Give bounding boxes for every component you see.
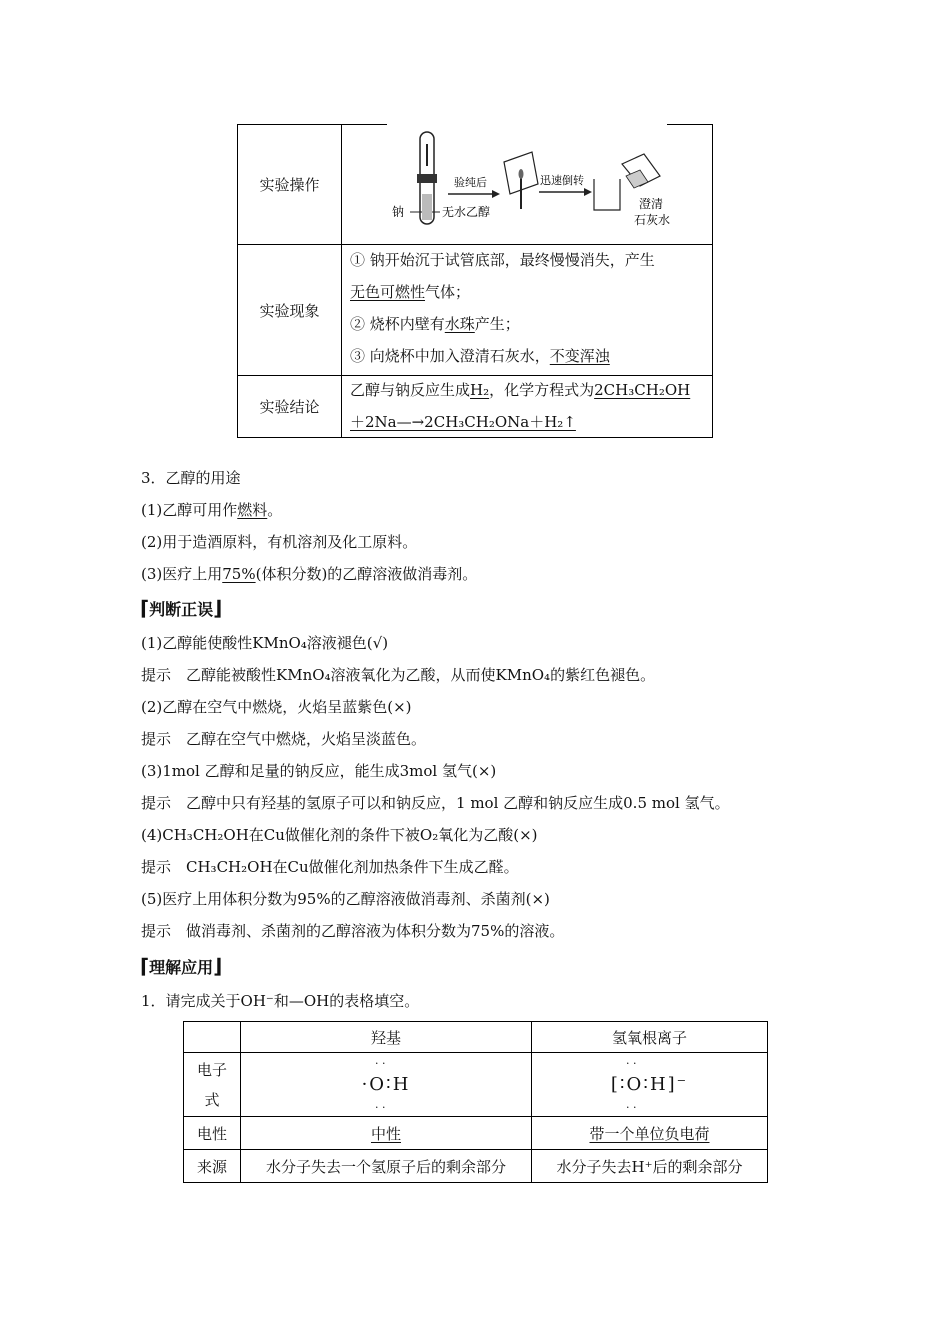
hydroxyl-electron-formula: ·O∶H · · · · xyxy=(241,1053,532,1117)
phenomenon-line-4: ③ 向烧杯中加入澄清石灰水，不变浑浊 xyxy=(350,347,610,365)
experiment-table xyxy=(237,124,713,438)
judge-question-1: (1)乙醇能使酸性KMnO₄溶液褪色(√) xyxy=(141,634,389,652)
phenomenon-text xyxy=(350,244,706,372)
row-header-operation: 实验操作 xyxy=(238,124,342,244)
table-row xyxy=(184,1117,768,1150)
table-row-phenomenon xyxy=(237,245,713,376)
table-row xyxy=(184,1022,768,1053)
judge-hint-3: 提示 乙醇中只有羟基的氢原子可以和钠反应，1 mol 乙醇和钠反应生成0.5 mol 氢气。 xyxy=(141,794,730,812)
label-ethanol: 无水乙醇 xyxy=(442,205,491,219)
label-after-test: 验纯后 xyxy=(454,176,487,189)
judge-question-5: (5)医疗上用体积分数为95%的乙醇溶液做消毒剂、杀菌剂(×) xyxy=(141,890,550,908)
phenomenon-line-2: 无色可燃性气体； xyxy=(350,283,471,301)
judge-question-2: (2)乙醇在空气中燃烧，火焰呈蓝紫色(×) xyxy=(141,698,412,716)
table-row-operation xyxy=(237,124,713,245)
hydroxyl-comparison-table xyxy=(183,1021,768,1183)
column-header-hydroxide: 氢氧根离子 xyxy=(532,1022,768,1053)
phenomenon-line-1: ① 钠开始沉于试管底部，最终慢慢消失，产生 xyxy=(350,251,655,269)
lone-pair-dots-bottom: · · xyxy=(626,1101,637,1114)
table-corner-cell xyxy=(184,1022,241,1053)
row-header-charge: 电性 xyxy=(184,1117,241,1150)
conclusion-line-2: ＋2Na—→2CH₃CH₂ONa＋H₂↑ xyxy=(350,413,576,431)
column-header-hydroxyl: 羟基 xyxy=(241,1022,532,1053)
apply-question-1: 1．请完成关于OH⁻和—OH的表格填空。 xyxy=(141,992,420,1010)
label-limewater-2: 石灰水 xyxy=(634,213,671,227)
phenomenon-line-3: ② 烧杯内壁有水珠产生； xyxy=(350,315,520,333)
lone-pair-dots-top: · · xyxy=(375,1057,386,1070)
hydroxide-electron-formula: [∶O∶H]⁻ · · · · xyxy=(532,1053,768,1117)
label-limewater-1: 澄清 xyxy=(639,197,664,211)
source-hydroxyl: 水分子失去一个氢原子后的剩余部分 xyxy=(241,1150,532,1183)
row-header-conclusion: 实验结论 xyxy=(238,376,342,437)
conclusion-line-1: 乙醇与钠反应生成H₂，化学方程式为2CH₃CH₂OH xyxy=(350,381,691,399)
table-row xyxy=(184,1150,768,1183)
charge-hydroxyl: 中性 xyxy=(241,1117,532,1150)
section-heading-judge: ⌈判断正误⌋ xyxy=(140,596,223,620)
uses-item-1: (1)乙醇可用作燃料。 xyxy=(141,501,283,519)
uses-item-3: (3)医疗上用75%(体积分数)的乙醇溶液做消毒剂。 xyxy=(141,565,478,583)
row-header-electron-formula: 电子 式 xyxy=(184,1053,241,1117)
beaker-card-icon xyxy=(504,152,538,209)
judge-question-3: (3)1mol 乙醇和足量的钠反应，能生成3mol 氢气(×) xyxy=(141,762,497,780)
lone-pair-dots-bottom: · · xyxy=(375,1101,386,1114)
charge-hydroxide: 带一个单位负电荷 xyxy=(532,1117,768,1150)
judge-hint-2: 提示 乙醇在空气中燃烧，火焰呈淡蓝色。 xyxy=(141,730,427,748)
source-hydroxide: 水分子失去H⁺后的剩余部分 xyxy=(532,1150,768,1183)
row-header-source: 来源 xyxy=(184,1150,241,1183)
section-heading-apply: ⌈理解应用⌋ xyxy=(140,954,223,978)
uses-item-2: (2)用于造酒原料，有机溶剂及化工原料。 xyxy=(141,533,418,551)
test-tube-icon xyxy=(410,132,440,224)
judge-hint-5: 提示 做消毒剂、杀菌剂的乙醇溶液为体积分数为75%的溶液。 xyxy=(141,922,565,940)
table-row xyxy=(184,1053,768,1117)
lone-pair-dots-top: · · xyxy=(626,1057,637,1070)
experiment-apparatus-figure xyxy=(344,124,712,243)
label-sodium: 钠 xyxy=(392,205,405,219)
table-row-conclusion xyxy=(237,376,713,438)
conclusion-text xyxy=(350,374,706,438)
judge-hint-1: 提示 乙醇能被酸性KMnO₄溶液氧化为乙酸，从而使KMnO₄的紫红色褪色。 xyxy=(141,666,656,684)
judge-hint-4: 提示 CH₃CH₂OH在Cu做催化剂加热条件下生成乙醛。 xyxy=(141,858,519,876)
judge-question-4: (4)CH₃CH₂OH在Cu做催化剂的条件下被O₂氧化为乙酸(×) xyxy=(141,826,538,844)
label-invert: 迅速倒转 xyxy=(540,174,584,187)
uses-title: 3．乙醇的用途 xyxy=(141,469,241,487)
row-header-phenomenon: 实验现象 xyxy=(238,245,342,375)
